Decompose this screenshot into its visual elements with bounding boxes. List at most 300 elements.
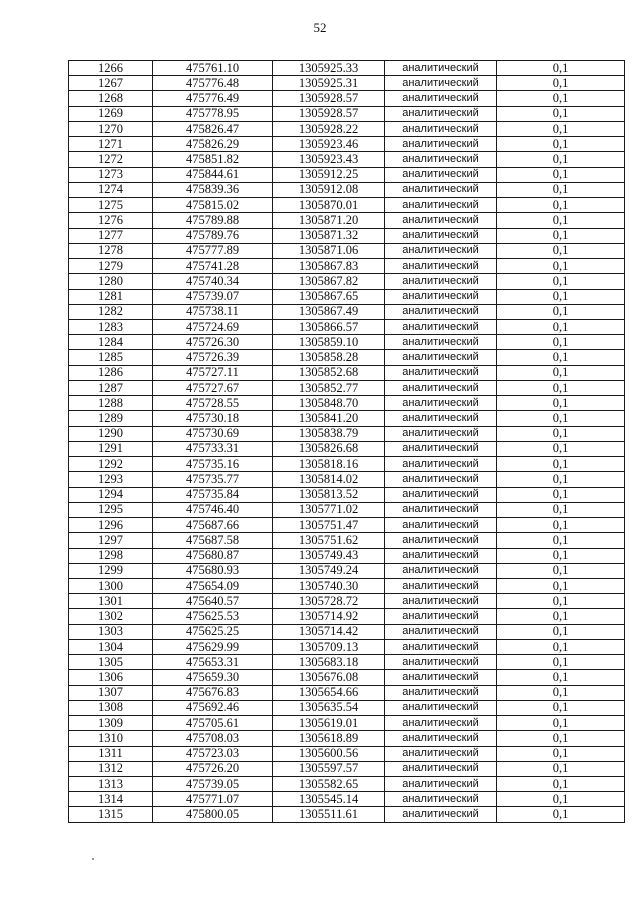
- y-coordinate-cell: 1305597.57: [273, 761, 385, 776]
- x-coordinate-cell: 475738.11: [153, 304, 273, 319]
- point-number-cell: 1315: [69, 807, 153, 822]
- y-coordinate-cell: 1305826.68: [273, 441, 385, 456]
- point-number-cell: 1306: [69, 670, 153, 685]
- y-coordinate-cell: 1305618.89: [273, 731, 385, 746]
- y-coordinate-cell: 1305751.62: [273, 533, 385, 548]
- y-coordinate-cell: 1305928.57: [273, 106, 385, 121]
- method-cell: аналитический: [385, 335, 497, 350]
- x-coordinate-cell: 475692.46: [153, 700, 273, 715]
- accuracy-cell: 0,1: [497, 807, 625, 822]
- y-coordinate-cell: 1305600.56: [273, 746, 385, 761]
- accuracy-cell: 0,1: [497, 380, 625, 395]
- method-cell: аналитический: [385, 609, 497, 624]
- y-coordinate-cell: 1305870.01: [273, 198, 385, 213]
- x-coordinate-cell: 475826.47: [153, 121, 273, 136]
- x-coordinate-cell: 475727.11: [153, 365, 273, 380]
- y-coordinate-cell: 1305740.30: [273, 578, 385, 593]
- x-coordinate-cell: 475735.16: [153, 457, 273, 472]
- y-coordinate-cell: 1305676.08: [273, 670, 385, 685]
- table-row: [69, 487, 625, 502]
- method-cell: аналитический: [385, 426, 497, 441]
- table-row: [69, 670, 625, 685]
- table-row: [69, 441, 625, 456]
- point-number-cell: 1291: [69, 441, 153, 456]
- table-row: [69, 518, 625, 533]
- y-coordinate-cell: 1305928.22: [273, 121, 385, 136]
- table-row: [69, 594, 625, 609]
- method-cell: аналитический: [385, 731, 497, 746]
- point-number-cell: 1302: [69, 609, 153, 624]
- x-coordinate-cell: 475728.55: [153, 396, 273, 411]
- point-number-cell: 1298: [69, 548, 153, 563]
- accuracy-cell: 0,1: [497, 243, 625, 258]
- y-coordinate-cell: 1305749.24: [273, 563, 385, 578]
- y-coordinate-cell: 1305925.31: [273, 76, 385, 91]
- method-cell: аналитический: [385, 518, 497, 533]
- method-cell: аналитический: [385, 411, 497, 426]
- method-cell: аналитический: [385, 228, 497, 243]
- y-coordinate-cell: 1305912.08: [273, 182, 385, 197]
- point-number-cell: 1289: [69, 411, 153, 426]
- point-number-cell: 1310: [69, 731, 153, 746]
- point-number-cell: 1300: [69, 578, 153, 593]
- table-row: [69, 243, 625, 258]
- accuracy-cell: 0,1: [497, 716, 625, 731]
- y-coordinate-cell: 1305751.47: [273, 518, 385, 533]
- point-number-cell: 1312: [69, 761, 153, 776]
- scan-speck: [92, 858, 94, 860]
- accuracy-cell: 0,1: [497, 121, 625, 136]
- method-cell: аналитический: [385, 289, 497, 304]
- point-number-cell: 1280: [69, 274, 153, 289]
- method-cell: аналитический: [385, 472, 497, 487]
- x-coordinate-cell: 475625.53: [153, 609, 273, 624]
- accuracy-cell: 0,1: [497, 350, 625, 365]
- y-coordinate-cell: 1305928.57: [273, 91, 385, 106]
- accuracy-cell: 0,1: [497, 152, 625, 167]
- table-row: [69, 182, 625, 197]
- point-number-cell: 1294: [69, 487, 153, 502]
- point-number-cell: 1301: [69, 594, 153, 609]
- point-number-cell: 1297: [69, 533, 153, 548]
- method-cell: аналитический: [385, 639, 497, 654]
- y-coordinate-cell: 1305867.65: [273, 289, 385, 304]
- point-number-cell: 1270: [69, 121, 153, 136]
- accuracy-cell: 0,1: [497, 411, 625, 426]
- method-cell: аналитический: [385, 167, 497, 182]
- accuracy-cell: 0,1: [497, 487, 625, 502]
- accuracy-cell: 0,1: [497, 213, 625, 228]
- accuracy-cell: 0,1: [497, 396, 625, 411]
- accuracy-cell: 0,1: [497, 548, 625, 563]
- method-cell: аналитический: [385, 121, 497, 136]
- method-cell: аналитический: [385, 137, 497, 152]
- method-cell: аналитический: [385, 761, 497, 776]
- table-row: [69, 761, 625, 776]
- accuracy-cell: 0,1: [497, 578, 625, 593]
- accuracy-cell: 0,1: [497, 259, 625, 274]
- table-row: [69, 411, 625, 426]
- accuracy-cell: 0,1: [497, 594, 625, 609]
- x-coordinate-cell: 475839.36: [153, 182, 273, 197]
- y-coordinate-cell: 1305749.43: [273, 548, 385, 563]
- accuracy-cell: 0,1: [497, 777, 625, 792]
- accuracy-cell: 0,1: [497, 137, 625, 152]
- point-number-cell: 1303: [69, 624, 153, 639]
- point-number-cell: 1299: [69, 563, 153, 578]
- method-cell: аналитический: [385, 563, 497, 578]
- x-coordinate-cell: 475727.67: [153, 380, 273, 395]
- method-cell: аналитический: [385, 76, 497, 91]
- point-number-cell: 1283: [69, 319, 153, 334]
- point-number-cell: 1305: [69, 655, 153, 670]
- method-cell: аналитический: [385, 380, 497, 395]
- y-coordinate-cell: 1305923.43: [273, 152, 385, 167]
- method-cell: аналитический: [385, 548, 497, 563]
- y-coordinate-cell: 1305925.33: [273, 61, 385, 76]
- method-cell: аналитический: [385, 792, 497, 807]
- page-number: 52: [313, 20, 327, 35]
- point-number-cell: 1271: [69, 137, 153, 152]
- table-row: [69, 655, 625, 670]
- point-number-cell: 1268: [69, 91, 153, 106]
- table-row: [69, 335, 625, 350]
- method-cell: аналитический: [385, 182, 497, 197]
- point-number-cell: 1267: [69, 76, 153, 91]
- point-number-cell: 1307: [69, 685, 153, 700]
- point-number-cell: 1284: [69, 335, 153, 350]
- table-row: [69, 472, 625, 487]
- x-coordinate-cell: 475687.58: [153, 533, 273, 548]
- accuracy-cell: 0,1: [497, 335, 625, 350]
- point-number-cell: 1275: [69, 198, 153, 213]
- point-number-cell: 1269: [69, 106, 153, 121]
- accuracy-cell: 0,1: [497, 441, 625, 456]
- method-cell: аналитический: [385, 578, 497, 593]
- point-number-cell: 1292: [69, 457, 153, 472]
- table-row: [69, 365, 625, 380]
- method-cell: аналитический: [385, 487, 497, 502]
- y-coordinate-cell: 1305848.70: [273, 396, 385, 411]
- x-coordinate-cell: 475629.99: [153, 639, 273, 654]
- table-row: [69, 563, 625, 578]
- table-row: [69, 792, 625, 807]
- method-cell: аналитический: [385, 304, 497, 319]
- point-number-cell: 1288: [69, 396, 153, 411]
- coordinates-table: [68, 60, 625, 823]
- accuracy-cell: 0,1: [497, 182, 625, 197]
- table-row: [69, 731, 625, 746]
- method-cell: аналитический: [385, 213, 497, 228]
- accuracy-cell: 0,1: [497, 502, 625, 517]
- method-cell: аналитический: [385, 152, 497, 167]
- table-row: [69, 289, 625, 304]
- x-coordinate-cell: 475705.61: [153, 716, 273, 731]
- x-coordinate-cell: 475708.03: [153, 731, 273, 746]
- x-coordinate-cell: 475723.03: [153, 746, 273, 761]
- x-coordinate-cell: 475778.95: [153, 106, 273, 121]
- x-coordinate-cell: 475789.88: [153, 213, 273, 228]
- accuracy-cell: 0,1: [497, 670, 625, 685]
- table-row: [69, 319, 625, 334]
- accuracy-cell: 0,1: [497, 304, 625, 319]
- table-row: [69, 137, 625, 152]
- method-cell: аналитический: [385, 502, 497, 517]
- x-coordinate-cell: 475777.89: [153, 243, 273, 258]
- accuracy-cell: 0,1: [497, 533, 625, 548]
- x-coordinate-cell: 475654.09: [153, 578, 273, 593]
- y-coordinate-cell: 1305709.13: [273, 639, 385, 654]
- method-cell: аналитический: [385, 61, 497, 76]
- point-number-cell: 1286: [69, 365, 153, 380]
- y-coordinate-cell: 1305866.57: [273, 319, 385, 334]
- accuracy-cell: 0,1: [497, 685, 625, 700]
- x-coordinate-cell: 475761.10: [153, 61, 273, 76]
- x-coordinate-cell: 475844.61: [153, 167, 273, 182]
- method-cell: аналитический: [385, 274, 497, 289]
- table-row: [69, 396, 625, 411]
- accuracy-cell: 0,1: [497, 319, 625, 334]
- method-cell: аналитический: [385, 685, 497, 700]
- x-coordinate-cell: 475851.82: [153, 152, 273, 167]
- method-cell: аналитический: [385, 106, 497, 121]
- point-number-cell: 1314: [69, 792, 153, 807]
- table-row: [69, 502, 625, 517]
- x-coordinate-cell: 475726.39: [153, 350, 273, 365]
- accuracy-cell: 0,1: [497, 472, 625, 487]
- x-coordinate-cell: 475789.76: [153, 228, 273, 243]
- point-number-cell: 1274: [69, 182, 153, 197]
- y-coordinate-cell: 1305867.49: [273, 304, 385, 319]
- x-coordinate-cell: 475826.29: [153, 137, 273, 152]
- y-coordinate-cell: 1305912.25: [273, 167, 385, 182]
- y-coordinate-cell: 1305635.54: [273, 700, 385, 715]
- accuracy-cell: 0,1: [497, 700, 625, 715]
- table-row: [69, 426, 625, 441]
- table-row: [69, 380, 625, 395]
- accuracy-cell: 0,1: [497, 289, 625, 304]
- accuracy-cell: 0,1: [497, 639, 625, 654]
- x-coordinate-cell: 475741.28: [153, 259, 273, 274]
- y-coordinate-cell: 1305867.82: [273, 274, 385, 289]
- point-number-cell: 1308: [69, 700, 153, 715]
- accuracy-cell: 0,1: [497, 624, 625, 639]
- method-cell: аналитический: [385, 655, 497, 670]
- point-number-cell: 1313: [69, 777, 153, 792]
- y-coordinate-cell: 1305814.02: [273, 472, 385, 487]
- accuracy-cell: 0,1: [497, 731, 625, 746]
- method-cell: аналитический: [385, 624, 497, 639]
- accuracy-cell: 0,1: [497, 228, 625, 243]
- x-coordinate-cell: 475800.05: [153, 807, 273, 822]
- x-coordinate-cell: 475776.49: [153, 91, 273, 106]
- point-number-cell: 1276: [69, 213, 153, 228]
- accuracy-cell: 0,1: [497, 61, 625, 76]
- point-number-cell: 1278: [69, 243, 153, 258]
- accuracy-cell: 0,1: [497, 655, 625, 670]
- point-number-cell: 1295: [69, 502, 153, 517]
- point-number-cell: 1296: [69, 518, 153, 533]
- x-coordinate-cell: 475676.83: [153, 685, 273, 700]
- y-coordinate-cell: 1305545.14: [273, 792, 385, 807]
- point-number-cell: 1272: [69, 152, 153, 167]
- method-cell: аналитический: [385, 198, 497, 213]
- x-coordinate-cell: 475730.69: [153, 426, 273, 441]
- x-coordinate-cell: 475735.77: [153, 472, 273, 487]
- y-coordinate-cell: 1305858.28: [273, 350, 385, 365]
- y-coordinate-cell: 1305582.65: [273, 777, 385, 792]
- method-cell: аналитический: [385, 259, 497, 274]
- point-number-cell: 1266: [69, 61, 153, 76]
- y-coordinate-cell: 1305771.02: [273, 502, 385, 517]
- y-coordinate-cell: 1305818.16: [273, 457, 385, 472]
- point-number-cell: 1285: [69, 350, 153, 365]
- point-number-cell: 1277: [69, 228, 153, 243]
- y-coordinate-cell: 1305871.20: [273, 213, 385, 228]
- method-cell: аналитический: [385, 670, 497, 685]
- method-cell: аналитический: [385, 700, 497, 715]
- y-coordinate-cell: 1305838.79: [273, 426, 385, 441]
- table-row: [69, 106, 625, 121]
- y-coordinate-cell: 1305867.83: [273, 259, 385, 274]
- method-cell: аналитический: [385, 319, 497, 334]
- x-coordinate-cell: 475740.34: [153, 274, 273, 289]
- y-coordinate-cell: 1305871.06: [273, 243, 385, 258]
- table-row: [69, 91, 625, 106]
- accuracy-cell: 0,1: [497, 365, 625, 380]
- x-coordinate-cell: 475739.07: [153, 289, 273, 304]
- accuracy-cell: 0,1: [497, 518, 625, 533]
- accuracy-cell: 0,1: [497, 198, 625, 213]
- table-row: [69, 228, 625, 243]
- method-cell: аналитический: [385, 350, 497, 365]
- method-cell: аналитический: [385, 777, 497, 792]
- x-coordinate-cell: 475724.69: [153, 319, 273, 334]
- method-cell: аналитический: [385, 457, 497, 472]
- table-row: [69, 578, 625, 593]
- x-coordinate-cell: 475726.20: [153, 761, 273, 776]
- y-coordinate-cell: 1305714.42: [273, 624, 385, 639]
- table-row: [69, 457, 625, 472]
- y-coordinate-cell: 1305859.10: [273, 335, 385, 350]
- x-coordinate-cell: 475771.07: [153, 792, 273, 807]
- x-coordinate-cell: 475680.93: [153, 563, 273, 578]
- y-coordinate-cell: 1305923.46: [273, 137, 385, 152]
- table-row: [69, 167, 625, 182]
- method-cell: аналитический: [385, 91, 497, 106]
- y-coordinate-cell: 1305654.66: [273, 685, 385, 700]
- table-row: [69, 350, 625, 365]
- table-row: [69, 61, 625, 76]
- table-row: [69, 274, 625, 289]
- y-coordinate-cell: 1305511.61: [273, 807, 385, 822]
- method-cell: аналитический: [385, 533, 497, 548]
- x-coordinate-cell: 475735.84: [153, 487, 273, 502]
- table-row: [69, 259, 625, 274]
- y-coordinate-cell: 1305852.68: [273, 365, 385, 380]
- x-coordinate-cell: 475659.30: [153, 670, 273, 685]
- method-cell: аналитический: [385, 807, 497, 822]
- point-number-cell: 1309: [69, 716, 153, 731]
- table-row: [69, 777, 625, 792]
- table-row: [69, 121, 625, 136]
- table-row: [69, 639, 625, 654]
- x-coordinate-cell: 475726.30: [153, 335, 273, 350]
- x-coordinate-cell: 475653.31: [153, 655, 273, 670]
- y-coordinate-cell: 1305683.18: [273, 655, 385, 670]
- table-row: [69, 624, 625, 639]
- point-number-cell: 1273: [69, 167, 153, 182]
- y-coordinate-cell: 1305871.32: [273, 228, 385, 243]
- point-number-cell: 1281: [69, 289, 153, 304]
- method-cell: аналитический: [385, 441, 497, 456]
- table-row: [69, 76, 625, 91]
- y-coordinate-cell: 1305619.01: [273, 716, 385, 731]
- table-row: [69, 609, 625, 624]
- table-row: [69, 152, 625, 167]
- x-coordinate-cell: 475746.40: [153, 502, 273, 517]
- table-row: [69, 700, 625, 715]
- point-number-cell: 1290: [69, 426, 153, 441]
- table-row: [69, 685, 625, 700]
- table-row: [69, 213, 625, 228]
- method-cell: аналитический: [385, 365, 497, 380]
- x-coordinate-cell: 475739.05: [153, 777, 273, 792]
- accuracy-cell: 0,1: [497, 563, 625, 578]
- accuracy-cell: 0,1: [497, 274, 625, 289]
- table-row: [69, 533, 625, 548]
- accuracy-cell: 0,1: [497, 792, 625, 807]
- x-coordinate-cell: 475776.48: [153, 76, 273, 91]
- accuracy-cell: 0,1: [497, 609, 625, 624]
- y-coordinate-cell: 1305813.52: [273, 487, 385, 502]
- method-cell: аналитический: [385, 594, 497, 609]
- method-cell: аналитический: [385, 396, 497, 411]
- point-number-cell: 1311: [69, 746, 153, 761]
- point-number-cell: 1282: [69, 304, 153, 319]
- accuracy-cell: 0,1: [497, 76, 625, 91]
- table-row: [69, 198, 625, 213]
- table-row: [69, 807, 625, 822]
- y-coordinate-cell: 1305841.20: [273, 411, 385, 426]
- table-row: [69, 548, 625, 563]
- method-cell: аналитический: [385, 243, 497, 258]
- point-number-cell: 1293: [69, 472, 153, 487]
- x-coordinate-cell: 475687.66: [153, 518, 273, 533]
- accuracy-cell: 0,1: [497, 426, 625, 441]
- accuracy-cell: 0,1: [497, 457, 625, 472]
- x-coordinate-cell: 475733.31: [153, 441, 273, 456]
- point-number-cell: 1287: [69, 380, 153, 395]
- table-row: [69, 716, 625, 731]
- y-coordinate-cell: 1305728.72: [273, 594, 385, 609]
- y-coordinate-cell: 1305714.92: [273, 609, 385, 624]
- table-row: [69, 304, 625, 319]
- x-coordinate-cell: 475680.87: [153, 548, 273, 563]
- x-coordinate-cell: 475815.02: [153, 198, 273, 213]
- method-cell: аналитический: [385, 746, 497, 761]
- y-coordinate-cell: 1305852.77: [273, 380, 385, 395]
- coordinates-table-body: [69, 61, 625, 823]
- table-row: [69, 746, 625, 761]
- method-cell: аналитический: [385, 716, 497, 731]
- x-coordinate-cell: 475625.25: [153, 624, 273, 639]
- accuracy-cell: 0,1: [497, 106, 625, 121]
- x-coordinate-cell: 475640.57: [153, 594, 273, 609]
- x-coordinate-cell: 475730.18: [153, 411, 273, 426]
- accuracy-cell: 0,1: [497, 761, 625, 776]
- point-number-cell: 1304: [69, 639, 153, 654]
